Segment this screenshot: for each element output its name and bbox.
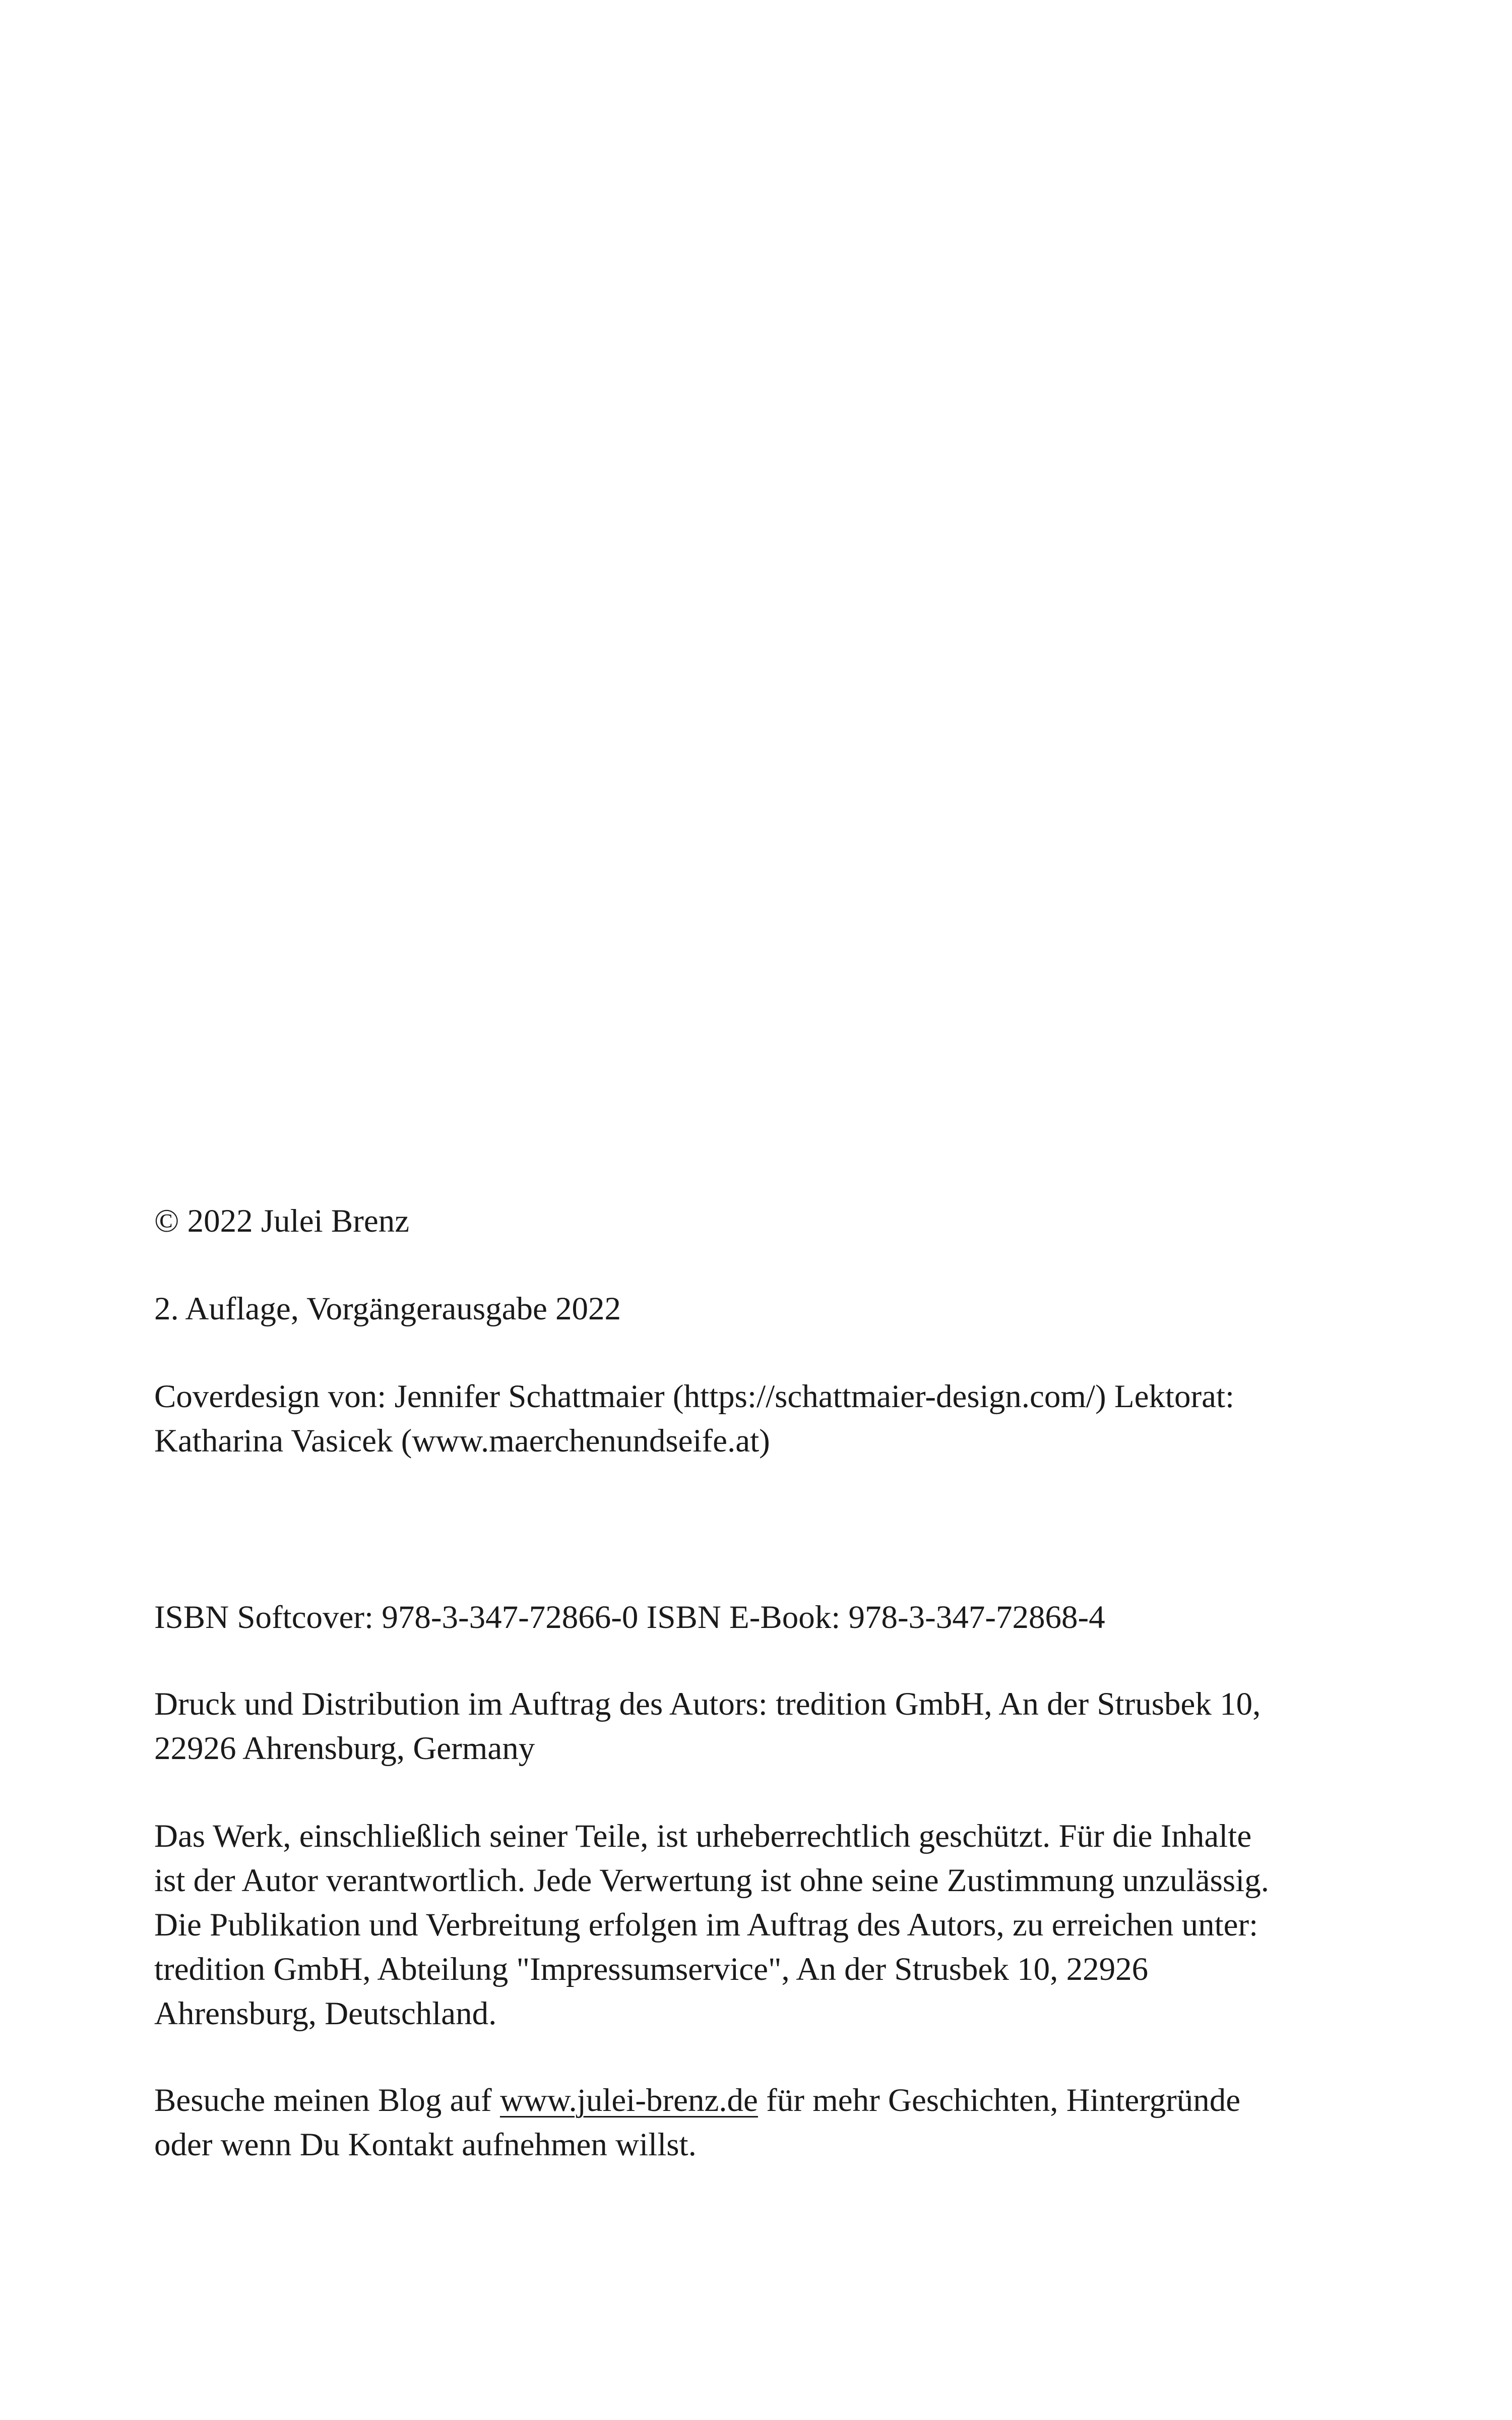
rights-paragraph: Das Werk, einschließlich seiner Teile, ist urheberrechtlich geschützt. Für die Inhalte ist der Autor verantwortlich. Jede Verwertung ist ohne seine Zustimmung unzulässig. Die Publikation und Verbreitung erfolgen im Auftrag des Autors, zu erreichen unter: tredition GmbH, Abteilung "Impressumservice", An der Strusbek 10, 22926 Ahrensburg, Deutschland. — [154, 1818, 1269, 2032]
distribution-paragraph: Druck und Distribution im Auftrag des Autors: tredition GmbH, An der Strusbek 10, 22926 Ahrensburg, Germany — [154, 1686, 1261, 1767]
imprint-block — [154, 1199, 1288, 2167]
edition-line: 2. Auflage, Vorgängerausgabe 2022 — [154, 1291, 621, 1327]
credits-paragraph: Coverdesign von: Jennifer Schattmaier (https://schattmaier-design.com/) Lektorat: Katharina Vasicek (www.maerchenundseife.at) — [154, 1378, 1235, 1459]
blog-text-before: Besuche meinen Blog auf — [154, 2082, 500, 2119]
blog-text-after: für mehr Geschichten, Hintergründe oder wenn Du Kontakt aufnehmen willst. — [154, 2082, 1241, 2163]
copyright-line: © 2022 Julei Brenz — [154, 1203, 410, 1239]
isbn-line: ISBN Softcover: 978-3-347-72866-0 ISBN E-Book: 978-3-347-72868-4 — [154, 1599, 1105, 1636]
blog-link[interactable]: www.julei-brenz.de — [499, 2082, 758, 2119]
blog-paragraph — [154, 2078, 1288, 2167]
